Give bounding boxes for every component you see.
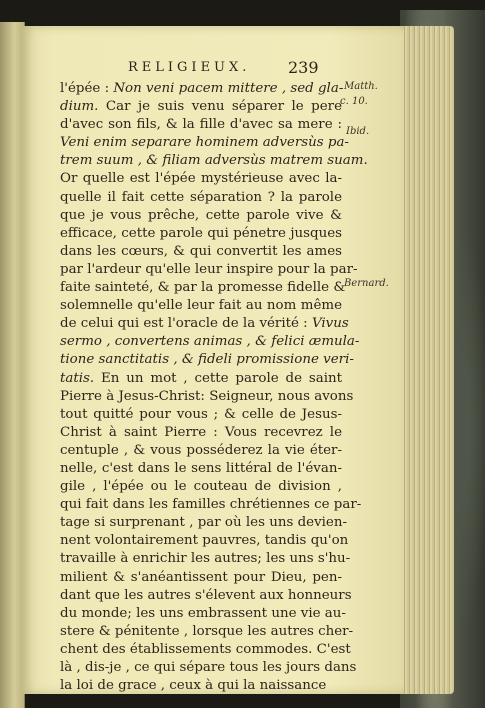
text-line — [60, 207, 342, 225]
page-stack-edge — [402, 26, 454, 694]
text-segment: dium. — [60, 99, 99, 115]
text-line — [60, 605, 346, 623]
text-segment: Non veni pacem mittere , sed gla- — [113, 81, 344, 96]
text-segment: Or quelle est l'épée mystérieuse avec la- — [60, 171, 342, 187]
text-line — [60, 677, 342, 695]
text-line — [60, 189, 342, 207]
margin-note-chapter: c. 10. — [340, 96, 368, 107]
text-line — [60, 80, 342, 98]
text-line — [60, 623, 354, 641]
text-line — [60, 170, 342, 188]
text-segment: milient & s'anéantissent pour Dieu, pen- — [60, 569, 342, 585]
text-segment: Car je suis venu séparer le pere — [98, 99, 342, 115]
text-line — [60, 442, 342, 460]
text-line — [60, 370, 342, 388]
text-segment: chent des établissements commodes. C'est — [60, 641, 351, 657]
text-segment: dans les cœurs, & qui convertit les ames — [60, 243, 342, 259]
text-line — [60, 587, 352, 605]
text-line — [60, 550, 351, 568]
text-line — [60, 152, 368, 170]
text-segment: là , dis-je , ce qui sépare tous les jours dans — [60, 660, 357, 675]
text-segment: faite sainteté, & par la promesse fidelle & — [60, 280, 346, 296]
text-segment: gile , l'épée ou le couteau de division , — [60, 479, 342, 495]
text-line — [60, 225, 342, 243]
text-line — [60, 243, 342, 261]
margin-note-bernard: Bernard. — [344, 278, 389, 289]
text-segment: sermo , convertens animas , & felici æmula- — [60, 334, 360, 350]
page-number: 239 — [288, 58, 319, 77]
text-segment: la loi de grace , ceux à qui la naissance — [60, 678, 327, 694]
text-segment: centuple , & vous posséderez la vie éter- — [60, 442, 342, 458]
text-segment: tione sanctitatis , & fideli promissione veri- — [60, 352, 354, 368]
text-segment: En un mot , cette parole de saint — [94, 370, 342, 386]
text-segment: Christ à saint Pierre : Vous recevrez le — [60, 424, 342, 440]
text-line — [60, 388, 354, 406]
text-segment: par l'ardeur qu'elle leur inspire pour la par- — [60, 261, 358, 277]
text-segment: Vivus — [311, 316, 349, 332]
text-segment: tatis. — [60, 370, 95, 386]
text-segment: nent volontairement pauvres, tandis qu'on — [60, 533, 349, 549]
text-line — [60, 333, 360, 351]
text-line — [60, 514, 347, 532]
text-segment: nelle, c'est dans le sens littéral de l'évan- — [60, 460, 342, 476]
text-line — [60, 478, 342, 496]
text-line — [60, 315, 349, 333]
text-line — [60, 496, 362, 514]
text-segment: que je vous prêche, cette parole vive & — [60, 207, 342, 223]
text-line — [60, 569, 342, 587]
text-segment: qui fait dans les familles chrétiennes ce par- — [60, 497, 362, 513]
text-segment: tage si surprenant , par où les uns devien- — [60, 515, 347, 531]
text-segment: Veni enim separare hominem adversùs pa- — [60, 135, 349, 151]
text-segment: quelle il fait cette séparation ? la parole — [60, 189, 342, 205]
text-line — [60, 116, 342, 134]
text-line — [60, 641, 351, 659]
margin-note-ibid: Ibid. — [346, 126, 370, 137]
text-line — [60, 297, 342, 315]
text-line — [60, 98, 342, 116]
text-line — [60, 532, 349, 550]
text-segment: Pierre à Jesus-Christ: Seigneur, nous avons — [60, 388, 354, 404]
text-line — [60, 351, 354, 369]
book-page — [22, 26, 404, 694]
text-segment: tout quitté pour vous ; & celle de Jesus- — [60, 406, 342, 422]
text-segment: solemnelle qu'elle leur fait au nom même — [60, 298, 342, 314]
text-line — [60, 424, 342, 442]
text-line — [60, 460, 342, 478]
text-segment: du monde; les uns embrassent une vie au- — [60, 605, 346, 621]
text-segment: efficace, cette parole qui pénetre jusques — [60, 225, 342, 241]
text-segment: de celui qui est l'oracle de la vérité : — [60, 316, 312, 332]
running-head: RELIGIEUX. — [128, 60, 251, 75]
text-line — [60, 406, 342, 424]
text-line — [60, 261, 358, 279]
text-segment: dant que les autres s'élevent aux honneurs — [60, 587, 352, 603]
text-segment: trem suum , & filiam adversùs matrem suam. — [60, 153, 368, 169]
text-segment: d'avec son fils, & la fille d'avec sa mere : — [60, 117, 342, 133]
text-line — [60, 134, 349, 152]
text-segment: stere & pénitente , lorsque les autres cher- — [60, 623, 354, 639]
text-line — [60, 279, 346, 297]
text-segment: l'épée : — [60, 81, 114, 96]
text-segment: travaille à enrichir les autres; les uns s'hu- — [60, 551, 351, 567]
margin-note-matthew: Matth. — [344, 81, 378, 92]
text-line — [60, 659, 357, 677]
